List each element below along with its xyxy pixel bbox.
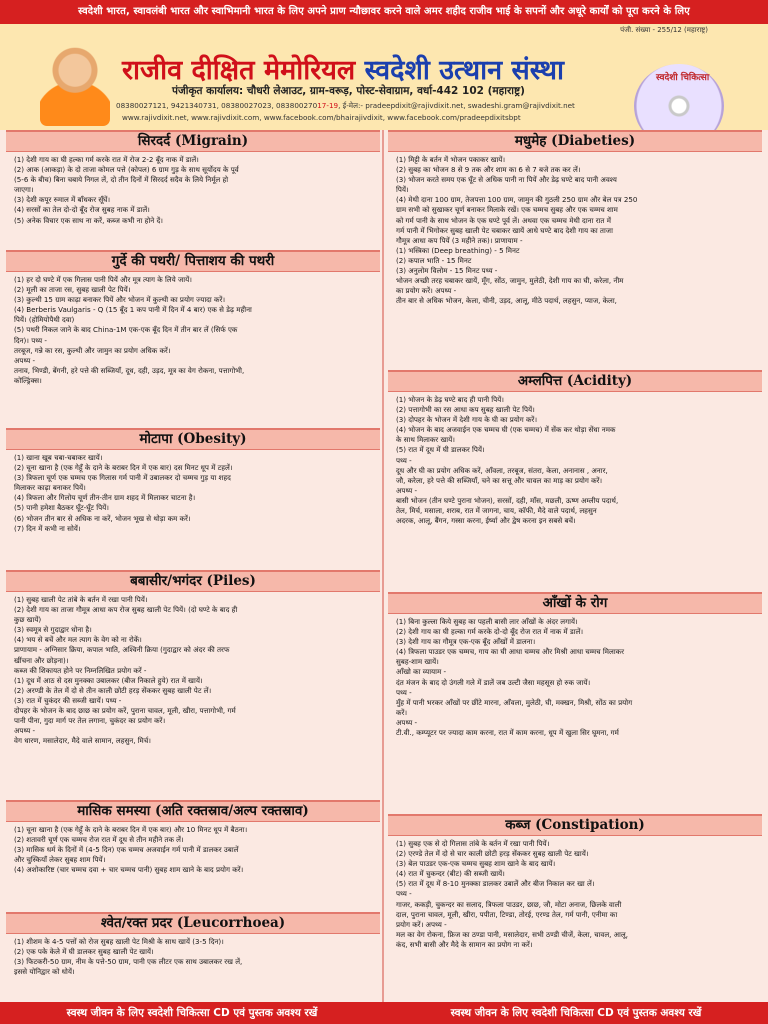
- remedy-line: तेल, मिर्च, मसाला, शराब, रात में जागना, चाय, कॉफी, मैदे वाले पदार्थ, लहसुन: [396, 506, 597, 516]
- section-title: कब्ज (Constipation): [388, 814, 762, 836]
- remedy-line: अदरक, आलू, बैंगन, गस्सा करना, ईर्ष्या और द्वेष करना इन सबसे बचें।: [396, 516, 576, 526]
- remedy-line: (2) पत्तागोभी का रस आधा कप सुबह खाली पेट पियें।: [396, 405, 535, 415]
- remedy-line: (1) हर दो घण्टे में एक गिलास पानी पियें और मूत्र त्याग के लिये जायें।: [14, 275, 192, 284]
- cd-label: स्वदेशी चिकित्सा: [656, 73, 710, 83]
- remedy-line: (3) त्रिफला चूर्ण एक चम्मच एक गिलास गर्म पानी में उबालकर दो चम्मच गुड़ या शहद: [14, 473, 231, 483]
- remedy-line: अपथ्य -: [14, 355, 36, 365]
- remedy-line: टी.वी., कम्प्यूटर पर ज्यादा काम करना, रात में काम करना, धूप में खुला सिर घूमना, गर्म: [396, 728, 619, 738]
- remedy-line: (3) बेल पाउडर एक-एक चम्मच सुबह शाम खाने के बाद खायें।: [396, 859, 556, 869]
- remedy-line: दूध और घी का प्रयोग अधिक करें, आँवला, तरबूज, संतरा, केला, अनानास , अनार,: [396, 465, 608, 475]
- section-body: [388, 392, 762, 528]
- remedy-line: मिलाकर काढ़ा बनाकर पियें।: [14, 483, 86, 493]
- section-body: [388, 614, 762, 740]
- remedy-line: (4) भोजन के बाद अजवाईन एक चम्मच घी (एक चम्मच) में सेंक कर थोड़ा सेंधा नमक: [396, 425, 616, 435]
- remedy-line: (3) कुल्थी 15 ग्राम काढ़ा बनाकर पियें और भोजन में कुल्थी का प्रयोग ज्यादा करें।: [14, 295, 226, 305]
- remedy-line: (2) आक (आकड़ा) के दो ताजा कोमल पत्ते (कोपल) 6 ग्राम गुड़ के साथ सूर्योदय के पूर्व: [14, 165, 239, 175]
- websites: www.rajivdixit.net, www.rajivdixit.com, www.facebook.com/bhairajivdixit, www.facebook.com/pradeepdixitsbpt: [122, 113, 521, 122]
- remedy-line: (5) पथरी निकल जाने के बाद China-1M एक-एक बूँद दिन में तीन बार लें (सिर्फ एक: [14, 325, 238, 335]
- remedy-line: कब्ज की शिकायत होने पर निम्नलिखित प्रयोग करें -: [14, 665, 147, 675]
- remedy-line: (4) अशोकारिष्ट (चार चम्मच दवा + चार चम्मच पानी) सुबह शाम खाने के बाद प्रयोग करें।: [14, 865, 244, 875]
- remedy-line: खींचना और छोड़ना)।: [14, 655, 69, 665]
- remedy-line: (5) रात में दूध में 8-10 मुनक्का डालकर उबालें और बीज निकाल कर खा लें।: [396, 879, 595, 889]
- remedy-line: (1) सुबह एक से दो गिलास तांबे के बर्तन में रखा पानी पियें।: [396, 839, 550, 848]
- remedy-line: इससे योनिद्वार को धोयें।: [14, 967, 75, 977]
- remedy-line: अपथ्य -: [396, 485, 418, 495]
- remedy-line: (3) स्वमूत्र से गुदाद्वार धोना है।: [14, 625, 92, 635]
- section-body: [6, 934, 380, 979]
- remedy-line: (1) सुबह खाली पेट तांबे के बर्तन में रखा पानी पियें।: [14, 595, 148, 604]
- remedy-line: (4) मेथी दाना 100 ग्राम, तेजपत्ता 100 ग्राम, जामुन की गुठली 250 ग्राम और बेल पत्र 250: [396, 195, 638, 205]
- remedy-line: (2) देशी गाय का घी हल्का गर्म करके दो-दो बूँद रोज रात में नाक में डालें।: [396, 627, 584, 637]
- remedy-line: (5-6 के बीच) बिना चबाये निगल लें, दो तीन दिनों में सिरदर्द सदैव के लिये निर्मूल हो: [14, 175, 229, 185]
- section-title: श्वेत/रक्त प्रदर (Leucorrhoea): [6, 912, 380, 934]
- remedy-line: भोजन अच्छी तरह चबाकर खायें, मूँग, सोंठ, जामुन, मुलेठी, देशी गाय का घी, करेला, नीम: [396, 276, 624, 286]
- remedy-line: (3) भोजन करते समय एक घूँट से अधिक पानी ना पियें और डेढ़ घण्टे बाद पानी अवश्य: [396, 175, 617, 185]
- remedy-line: (4) त्रिफला पाउडर एक चम्मच, गाय का घी आधा चम्मच और मिश्री आधा चम्मच मिलाकर: [396, 647, 625, 657]
- remedy-line: मुँह में पानी भरकर आँखों पर छींटे मारना, आँवला, मुलेठी, घी, मक्खन, मिश्री, सोंठ का प्रयोग: [396, 697, 633, 707]
- section-title: मासिक समस्या (अति रक्तस्राव/अल्प रक्तस्राव): [6, 800, 380, 822]
- header: [0, 24, 768, 130]
- remedy-line: जाएगा।: [14, 185, 34, 195]
- remedy-line: कुछ खायें): [14, 615, 42, 625]
- remedy-line: ग्राम सभी को सुखाकर चूर्ण बनाकर मिलाके रखें। एक चम्मच सुबह और एक चम्मच शाम: [396, 205, 618, 215]
- remedy-section: [6, 130, 380, 228]
- footer-left: स्वस्थ जीवन के लिए स्वदेशी चिकित्सा CD एवं पुस्तक अवश्य रखें: [0, 1002, 384, 1024]
- remedy-line: (2) देशी गाय का ताजा गौमूत्र आधा कप रोज सुबह खाली पेट पियें। (दो घण्टे के बाद ही: [14, 605, 238, 615]
- remedy-line: दाल, पुराना चावल, मूली, खीरा, पपीता, टिण्डा, तोरई, एरण्ड तेल, गर्म पानी, एनीमा का: [396, 909, 618, 919]
- remedy-section: [388, 130, 762, 308]
- remedy-line: (4) Berberis Vaulgaris - Q (15 बूँद 1 कप पानी में दिन में 4 बार) एक से डेढ़ महीना: [14, 305, 252, 315]
- top-banner: स्वदेशी भारत, स्वावलंबी भारत और स्वाभिमानी भारत के लिए अपने प्राण न्यौछावर करने वाले अमर शहीद राजीव भाई के सपनों और अधूरे कार्यों को पूरा करने के लिए: [0, 0, 768, 24]
- remedy-line: तरबूज, गन्ने का रस, कुल्थी और जामुन का प्रयोग अधिक करें।: [14, 345, 171, 355]
- remedy-line: (1) खाना खूब चबा-चबाकर खायें।: [14, 453, 103, 462]
- remedy-line: (1) देशी गाय का घी हल्का गर्म करके रात में रोज 2-2 बूँद नाक में डालें।: [14, 155, 199, 164]
- title-part-2: स्वदेशी उत्थान संस्था: [364, 55, 565, 86]
- remedy-line: को गर्म पानी के साथ भोजन के एक घण्टे पूर्व लें। अथवा एक चम्मच मेथी दाना रात में: [396, 215, 611, 225]
- remedy-line: का प्रयोग करें। अपथ्य -: [396, 286, 457, 296]
- remedy-line: प्रयोग करें। अपथ्य -: [396, 919, 447, 929]
- section-body: [388, 152, 762, 308]
- remedy-line: सुबह-शाम खायें।: [396, 657, 439, 667]
- remedy-section: [6, 800, 380, 877]
- remedy-line: (2) मूली का ताजा रस, सुबह खाली पेट पियें।: [14, 285, 131, 295]
- contact-line: [116, 101, 575, 111]
- section-body: [6, 822, 380, 877]
- remedy-line: पथ्य -: [396, 455, 412, 465]
- remedy-line: गाजर, ककड़ी, चुकन्दर का सलाद, त्रिफला पाउडर, छाछ, जौ, मोटा अनाज, छिलके वाली: [396, 899, 622, 909]
- section-body: [6, 450, 380, 536]
- remedy-line: (7) दिन में कभी ना सोयें।: [14, 523, 81, 533]
- remedy-line: (1) मिट्टी के बर्तन में भोजन पकाकर खायें।: [396, 155, 506, 164]
- remedy-line: (4) भय से बचें और मल त्याग के वेग को ना रोकें।: [14, 635, 142, 645]
- remedy-line: (5) रात में दूध में घी डालकर पियें।: [396, 445, 485, 455]
- remedy-line: (3) देशी गाय का गौमूत्र एक-एक बूँद आँखों में डालना।: [396, 637, 536, 647]
- remedy-line: बासी भोजन (तीन घण्टे पुराना भोजन), सरसों, दही, माँस, मछली, ऊष्ण अम्लीय पदार्थ,: [396, 495, 619, 505]
- remedy-line: (2) सुबह का भोजन 8 से 9 तक और शाम का 6 से 7 बजे तक कर लें।: [396, 165, 581, 175]
- remedy-line: प्राणायाम - अग्निसार क्रिया, कपाल भाति, अश्विनी क्रिया (गुदाद्वार को अंदर की तरफ: [14, 645, 230, 655]
- section-title: मोटापा (Obesity): [6, 428, 380, 450]
- organization-title: [122, 50, 564, 87]
- remedy-line: (3) दोपहर के भोजन में देशी गाय के घी का प्रयोग करें।: [396, 415, 538, 425]
- remedy-line: दंत मंजन के बाद दो उंगली गले में डालें जब उल्टी जैसा महसूस हो रुक जायें।: [396, 677, 591, 687]
- remedy-line: पथ्य -: [396, 889, 412, 899]
- remedy-section: [6, 250, 380, 388]
- remedy-section: [388, 370, 762, 528]
- remedy-section: [388, 592, 762, 740]
- section-title: मधुमेह (Diabeties): [388, 130, 762, 152]
- remedy-line: कंद, सभी बासी और मैदे के सामान का प्रयोग ना करें।: [396, 939, 533, 949]
- remedy-line: (3) फिटकरी-50 ग्राम, नीम के पत्ते-50 ग्राम, पानी एक लीटर एक साथ उबालकर रख लें,: [14, 957, 243, 967]
- right-column: [388, 130, 762, 1002]
- phone-numbers: 08380027121, 9421340731, 08380027023, 083800270: [116, 101, 318, 110]
- registered-address: पंजीकृत कार्यालय: चौधरी लेआउट, ग्राम-वरूड़, पोस्ट-सेवाग्राम, वर्धा-442 102 (महाराष्ट्र): [172, 85, 525, 97]
- remedy-line: पानी पीना, गुदा मार्ग पर तेल लगाना, चुकंदर का प्रयोग करें।: [14, 716, 166, 726]
- remedy-line: और चुस्कियाँ लेकर सुबह शाम पियें।: [14, 855, 106, 865]
- remedy-line: गर्म पानी में भिगोकर सुबह खाली पेट चबाकर खायें आधे घण्टे बाद देशी गाय का ताजा: [396, 225, 613, 235]
- remedy-line: मल का वेग रोकना, फ्रिज का ठण्डा पानी, मसालेदार, सभी ठण्डी चीजें, केला, चावल, आलू,: [396, 929, 628, 939]
- phone-suffix: 17-19: [317, 101, 339, 110]
- remedy-line: करें।: [396, 707, 408, 717]
- remedy-line: पियें।: [396, 185, 409, 195]
- remedy-line: (2) चूना खाना है (एक गेहूँ के दाने के बराबर दिन में एक बार) दस मिनट धूप में टहलें।: [14, 463, 233, 473]
- remedy-line: (3) मासिक धर्म के दिनों में (4-5 दिन) एक चम्मच अजवाईन गर्म पानी में डालकर उबालें: [14, 845, 239, 855]
- remedy-line: जौ, करेला, हरे पत्ते की सब्जियाँ, चने का सत्तू और चावल का माड़ का प्रयोग करें।: [396, 475, 603, 485]
- remedy-line: (1) दूध में आठ से दस मुनक्का उबालकर (बीज निकाले हुये) रात में खायें।: [14, 675, 203, 685]
- emails: , ई-मेल:- pradeepdixit@rajivdixit.net, swadeshi.gram@rajivdixit.net: [338, 101, 575, 110]
- remedy-line: पियें। (होमियोपैथी दवा): [14, 315, 75, 325]
- remedy-line: (1) शीशम के 4-5 पत्तों को रोज सुबह खाली पेट मिश्री के साथ खायें (3-5 दिन)।: [14, 937, 224, 946]
- section-title: गुर्दे की पथरी/ पित्ताशय की पथरी: [6, 250, 380, 272]
- remedy-line: (4) त्रिफला और गिलोय चूर्ण तीन-तीन ग्राम शहद में मिलाकर चाटना है।: [14, 493, 196, 503]
- remedy-line: आँखो का व्यायाम -: [396, 667, 447, 677]
- remedy-section: [388, 814, 762, 952]
- registration-number: पंजी. संख्या - 255/12 (महाराष्ट्र): [620, 26, 708, 34]
- footer-right: स्वस्थ जीवन के लिए स्वदेशी चिकित्सा CD एवं पुस्तक अवश्य रखें: [384, 1002, 768, 1024]
- remedy-line: अपथ्य -: [396, 717, 418, 727]
- remedy-line: दोपहर के भोजन के बाद छाछ का प्रयोग करें, पुराना चावल, मूली, खीरा, पत्तागोभी, गर्म: [14, 706, 236, 716]
- remedy-line: (2) एरण्डे तेल में दो से चार काली छोटी हरड़ सेंककर सुबह खाली पेट खायें।: [396, 849, 589, 859]
- section-body: [388, 836, 762, 952]
- remedy-section: [6, 912, 380, 979]
- remedy-line: तीन बार से अधिक भोजन, केला, चीनी, उड़द, आलू, मीठे पदार्थ, लहसुन, प्याज, केला,: [396, 296, 617, 306]
- section-body: [6, 272, 380, 388]
- remedy-line: पथ्य -: [396, 687, 412, 697]
- remedy-line: अपथ्य -: [14, 726, 36, 736]
- remedy-line: (1) भस्त्रिका (Deep breathing) - 5 मिनट: [396, 245, 520, 255]
- remedy-line: (3) देशी कपूर रुमाल में बाँधकर सूँघें।: [14, 195, 111, 205]
- remedy-line: (5) अनेक विचार एक साथ ना करें, कब्ज कभी ना होने दें।: [14, 215, 163, 225]
- column-divider: [382, 130, 384, 1002]
- remedy-line: दिन)। पथ्य -: [14, 335, 47, 345]
- section-title: अम्लपित्त (Acidity): [388, 370, 762, 392]
- left-column: [6, 130, 380, 1002]
- section-body: [6, 592, 380, 748]
- remedy-line: (1) बिना कुल्ला किये सुबह का पहली बासी लार आँखों के अंदर लगायें।: [396, 617, 578, 626]
- remedy-line: (3) अनुलोम विलोम - 15 मिनट पथ्य -: [396, 266, 498, 276]
- remedy-line: (2) शतावरी चूर्ण एक चम्मच रोज रात में दूध से तीन महीने तक लें।: [14, 835, 184, 845]
- remedy-line: (4) सरसों का तेल दो-दो बूँद रोज सुबह नाक में डालें।: [14, 205, 150, 215]
- remedy-section: [6, 428, 380, 536]
- founder-photo: [40, 44, 110, 126]
- remedy-line: (2) अरण्डी के तेल में दो से तीन काली छोटी हरड़ सेंककर सुबह खाली पेट लें।: [14, 685, 212, 695]
- section-title: बबासीर/भगंदर (Piles): [6, 570, 380, 592]
- remedy-line: (5) पानी हमेशा बैठकर घूँट-घूँट पियें।: [14, 503, 109, 513]
- remedy-line: वेग धारण, मसालेदार, मैदे वाले सामान, लहसुन, मिर्च।: [14, 736, 151, 746]
- remedy-line: के साथ मिलाकर खायें।: [396, 435, 455, 445]
- remedy-section: [6, 570, 380, 748]
- section-title: आँखों के रोग: [388, 592, 762, 614]
- remedy-line: (2) एक पके केले में घी डालकर सुबह खाली पेट खायें।: [14, 947, 154, 957]
- remedy-line: (1) भोजन के डेढ़ घण्टे बाद ही पानी पियें।: [396, 395, 504, 404]
- title-part-1: राजीव दीक्षित मेमोरियल: [122, 55, 356, 86]
- remedy-line: गौमूत्र आधा कप पियें (3 महीने तक)। प्राणायाम -: [396, 235, 523, 245]
- remedy-line: (3) रात में चुकंदर की सब्जी खायें। पथ्य -: [14, 695, 122, 705]
- remedy-line: (1) चूना खाना है (एक गेहूँ के दाने के बराबर दिन में एक बार) और 10 मिनट धूप में बैठना।: [14, 825, 248, 834]
- section-title: सिरदर्द (Migrain): [6, 130, 380, 152]
- remedy-line: (4) रात में चुकन्दर (बीट) की सब्जी खायें।: [396, 869, 505, 879]
- section-body: [6, 152, 380, 228]
- remedy-line: तनाव, भिण्डी, बेंगनी, हरे पत्ते की सब्जियाँ, दूध, दही, उड़द, मूत्र का वेग रोकना, पत्तागोभी,: [14, 365, 245, 375]
- remedy-line: कोल्ड्रिंक्स।: [14, 375, 42, 385]
- remedy-line: (6) भोजन तीन बार से अधिक ना करें, भोजन भूख से थोड़ा कम करें।: [14, 513, 191, 523]
- remedy-line: (2) कपाल भाति - 15 मिनट: [396, 255, 472, 265]
